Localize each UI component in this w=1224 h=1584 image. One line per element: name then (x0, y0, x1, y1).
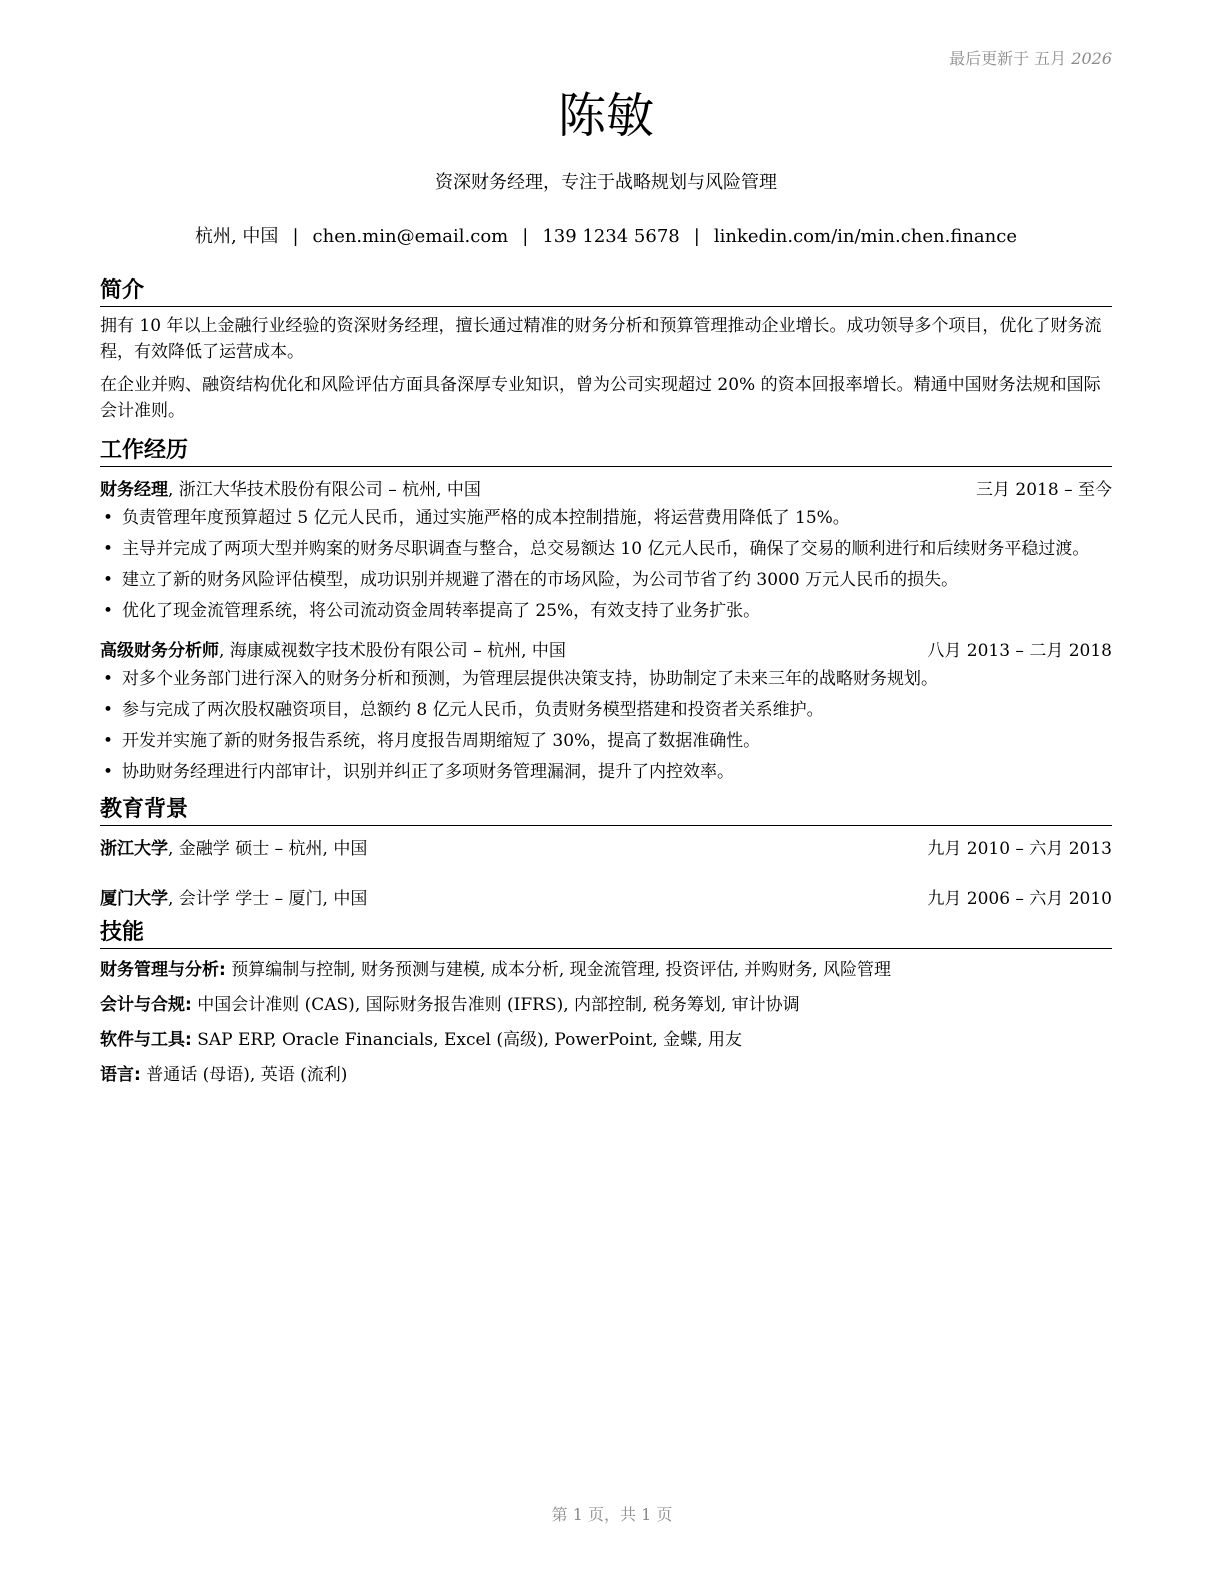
job-dates: 三月 2018 – 至今 (976, 480, 1112, 500)
last-updated-label: 最后更新于 五月 (949, 49, 1067, 68)
job-org: , 海康威视数字技术股份有限公司 – 杭州, 中国 (219, 641, 566, 661)
skill-value: 中国会计准则 (CAS), 国际财务报告准则 (IFRS), 内部控制, 税务筹划, 审计协调 (191, 995, 800, 1015)
job-entry (100, 638, 1112, 785)
list-item (100, 759, 1112, 785)
bullet-text: 协助财务经理进行内部审计，识别并纠正了多项财务管理漏洞，提升了内控效率。 (122, 762, 734, 782)
list-item (100, 505, 1112, 531)
bullet-text: 优化了现金流管理系统，将公司流动资金周转率提高了 25%，有效支持了业务扩张。 (122, 601, 761, 621)
contact-email[interactable]: chen.min@email.com (312, 226, 509, 247)
skill-line (100, 957, 1112, 983)
section-title-skills: 技能 (100, 918, 1112, 949)
skill-label: 财务管理与分析: (100, 960, 226, 980)
bullet-icon: • (103, 570, 114, 590)
job-bullets (100, 666, 1112, 785)
contact-separator: | (693, 226, 700, 247)
job-title-line (100, 477, 481, 503)
bullet-text: 负责管理年度预算超过 5 亿元人民币，通过实施严格的成本控制措施，将运营费用降低了 15%。 (122, 508, 850, 528)
section-title-summary: 简介 (100, 276, 1112, 307)
education-school: 浙江大学 (100, 839, 168, 859)
skill-value: 普通话 (母语), 英语 (流利) (140, 1065, 348, 1085)
education-title-line (100, 886, 367, 912)
skill-label: 会计与合规: (100, 995, 192, 1015)
bullet-text: 主导并完成了两项大型并购案的财务尽职调查与整合，总交易额达 10 亿元人民币，确保了交易的顺利进行和后续财务平稳过渡。 (122, 539, 1090, 559)
bullet-icon: • (103, 762, 114, 782)
job-entry (100, 477, 1112, 624)
contact-phone[interactable]: 139 1234 5678 (542, 226, 680, 247)
bullet-text: 建立了新的财务风险评估模型，成功识别并规避了潜在的市场风险，为公司节省了约 3000 万元人民币的损失。 (122, 570, 959, 590)
job-bullets (100, 505, 1112, 624)
job-dates: 八月 2013 – 二月 2018 (927, 641, 1112, 661)
job-title-line (100, 638, 566, 664)
summary-section (100, 276, 1112, 424)
skill-line (100, 992, 1112, 1018)
job-header (100, 638, 1112, 664)
skill-value: 预算编制与控制, 财务预测与建模, 成本分析, 现金流管理, 投资评估, 并购财务, 风险管理 (225, 960, 892, 980)
contact-linkedin[interactable]: linkedin.com/in/min.chen.finance (713, 226, 1017, 247)
resume-name: 陈敏 (557, 88, 654, 144)
education-title-line (100, 836, 367, 862)
skill-line (100, 1062, 1112, 1088)
bullet-icon: • (103, 601, 114, 621)
skills-section (100, 918, 1112, 1088)
last-updated (949, 46, 1112, 69)
bullet-icon: • (103, 669, 114, 689)
bullet-icon: • (103, 539, 114, 559)
list-item (100, 666, 1112, 692)
education-section (100, 795, 1112, 912)
skill-label: 语言: (100, 1065, 141, 1085)
page-footer: 第 1 页，共 1 页 (551, 1505, 673, 1524)
summary-paragraph: 拥有 10 年以上金融行业经验的资深财务经理，擅长通过精准的财务分析和预算管理推动企业增长。成功领导多个项目，优化了财务流程，有效降低了运营成本。 (100, 316, 1102, 362)
education-entry (100, 836, 1112, 862)
experience-section (100, 436, 1112, 785)
section-title-education: 教育背景 (100, 795, 1112, 826)
job-header (100, 477, 1112, 503)
bullet-text: 开发并实施了新的财务报告系统，将月度报告周期缩短了 30%，提高了数据准确性。 (122, 731, 761, 751)
bullet-icon: • (103, 508, 114, 528)
education-dates: 九月 2010 – 六月 2013 (927, 839, 1112, 859)
section-title-experience: 工作经历 (100, 436, 1112, 467)
job-role: 高级财务分析师 (100, 641, 219, 661)
summary-paragraph: 在企业并购、融资结构优化和风险评估方面具备深厚专业知识，曾为公司实现超过 20% 的资本回报率增长。精通中国财务法规和国际会计准则。 (100, 375, 1101, 421)
list-item (100, 697, 1112, 723)
education-entry (100, 886, 1112, 912)
education-school: 厦门大学 (100, 889, 168, 909)
resume-tagline: 资深财务经理，专注于战略规划与风险管理 (435, 172, 777, 193)
skill-label: 软件与工具: (100, 1030, 192, 1050)
contact-line (100, 224, 1112, 250)
list-item (100, 536, 1112, 562)
education-detail: , 金融学 硕士 – 杭州, 中国 (168, 839, 368, 859)
last-updated-year: 2026 (1071, 49, 1112, 68)
list-item (100, 598, 1112, 624)
bullet-text: 对多个业务部门进行深入的财务分析和预测，为管理层提供决策支持，协助制定了未来三年的战略财务规划。 (122, 669, 938, 689)
list-item (100, 567, 1112, 593)
contact-location: 杭州, 中国 (194, 226, 279, 247)
education-detail: , 会计学 学士 – 厦门, 中国 (168, 889, 368, 909)
education-dates: 九月 2006 – 六月 2010 (927, 889, 1112, 909)
skill-value: SAP ERP, Oracle Financials, Excel (高级), PowerPoint, 金蝶, 用友 (191, 1030, 742, 1050)
list-item (100, 728, 1112, 754)
bullet-icon: • (103, 700, 114, 720)
bullet-icon: • (103, 731, 114, 751)
contact-separator: | (292, 226, 299, 247)
bullet-text: 参与完成了两次股权融资项目，总额约 8 亿元人民币，负责财务模型搭建和投资者关系维护。 (122, 700, 824, 720)
resume-content (100, 276, 1112, 1088)
skill-line (100, 1027, 1112, 1053)
contact-separator: | (522, 226, 529, 247)
job-org: , 浙江大华技术股份有限公司 – 杭州, 中国 (168, 480, 481, 500)
job-role: 财务经理 (100, 480, 168, 500)
